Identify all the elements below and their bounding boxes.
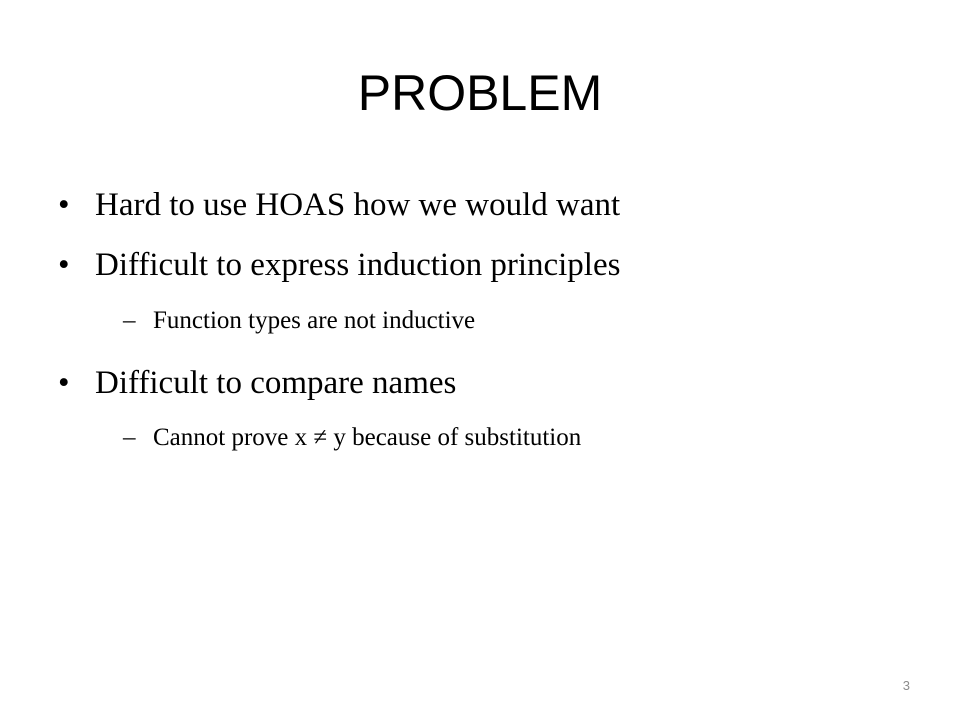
bullet-marker: • <box>58 365 70 401</box>
bullet-list <box>58 0 918 720</box>
sub-bullet-marker: – <box>123 424 136 451</box>
slide-title: PROBLEM <box>357 65 603 121</box>
bullet-text: Difficult to compare names <box>95 365 457 401</box>
sub-bullet-text: Function types are not inductive <box>153 307 476 334</box>
sub-bullet-marker: – <box>123 307 136 334</box>
sub-bullet-text: Cannot prove x ≠ y because of substitution <box>153 424 582 451</box>
page-number: 3 <box>902 678 910 693</box>
bullet-marker: • <box>58 187 70 223</box>
bullet-marker: • <box>58 247 70 283</box>
bullet-text: Hard to use HOAS how we would want <box>95 187 621 223</box>
bullet-text: Difficult to express induction principles <box>95 247 621 283</box>
